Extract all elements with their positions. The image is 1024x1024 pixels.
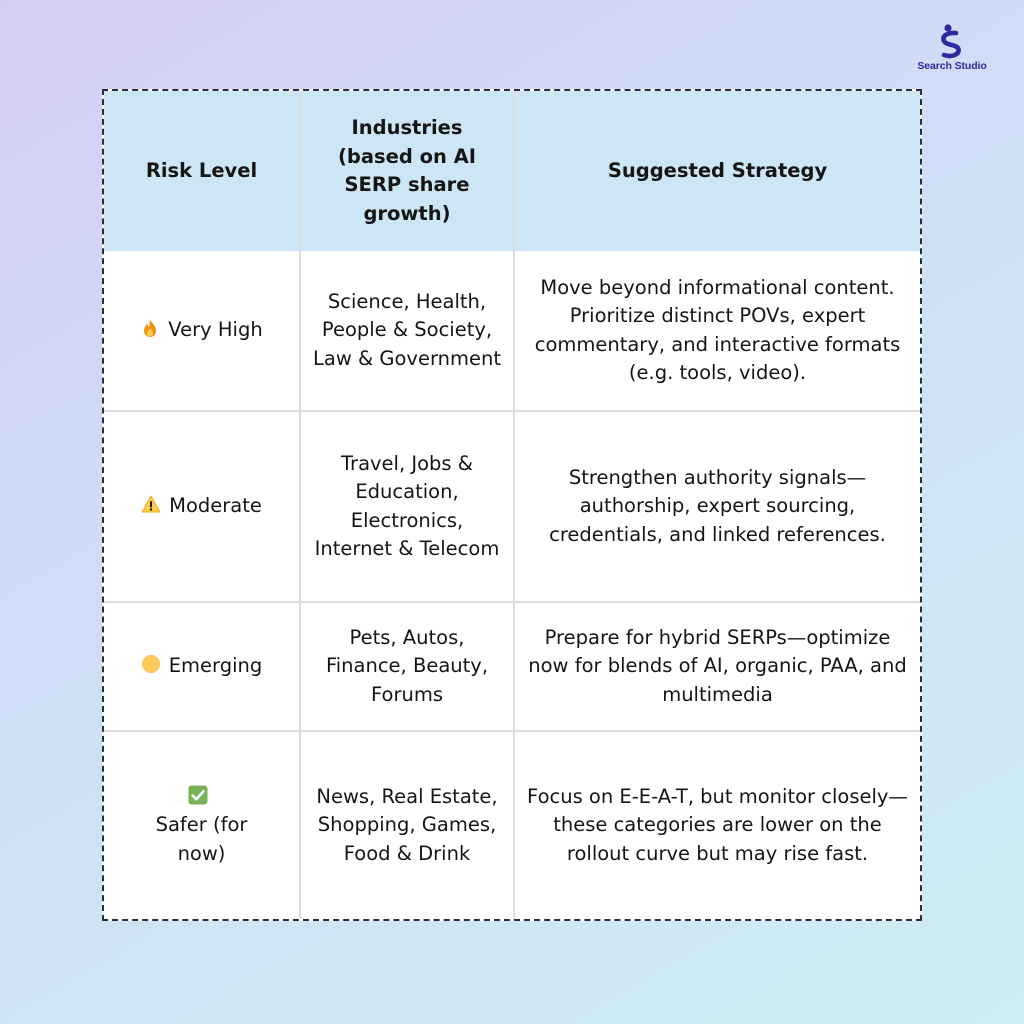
industries-cell: Pets, Autos, Finance, Beauty, Forums bbox=[300, 602, 514, 731]
check-mark-icon bbox=[188, 785, 208, 805]
risk-cell bbox=[104, 411, 300, 602]
brand-name: Search Studio bbox=[917, 60, 987, 72]
risk-strategy-table bbox=[102, 89, 922, 921]
risk-cell bbox=[104, 731, 300, 919]
strategy-cell: Strengthen authority signals—authorship, expert sourcing, credentials, and linked references. bbox=[514, 411, 920, 602]
fire-icon bbox=[140, 318, 160, 338]
risk-level-label: Very High bbox=[168, 318, 263, 342]
risk-level-label: Safer (for now) bbox=[155, 813, 248, 865]
yellow-circle-icon bbox=[141, 654, 161, 674]
table-header-row bbox=[104, 91, 920, 251]
strategy-cell: Move beyond informational content. Prioritize distinct POVs, expert commentary, and interactive formats (e.g. tools, video). bbox=[514, 251, 920, 411]
search-studio-logo[interactable] bbox=[912, 24, 992, 74]
header-suggested-strategy: Suggested Strategy bbox=[514, 91, 920, 251]
strategy-cell: Prepare for hybrid SERPs—optimize now for blends of AI, organic, PAA, and multimedia bbox=[514, 602, 920, 731]
table-row bbox=[104, 731, 920, 919]
industries-cell: News, Real Estate, Shopping, Games, Food & Drink bbox=[300, 731, 514, 919]
table-row bbox=[104, 251, 920, 411]
table-row bbox=[104, 411, 920, 602]
search-studio-logo-icon bbox=[935, 24, 967, 60]
risk-cell bbox=[104, 251, 300, 411]
strategy-cell: Focus on E-E-A-T, but monitor closely—these categories are lower on the rollout curve but may rise fast. bbox=[514, 731, 920, 919]
header-industries: Industries (based on AI SERP share growth) bbox=[300, 91, 514, 251]
risk-level-label: Emerging bbox=[168, 654, 263, 678]
warning-icon bbox=[141, 494, 161, 514]
industries-cell: Science, Health, People & Society, Law & Government bbox=[300, 251, 514, 411]
risk-cell bbox=[104, 602, 300, 731]
industries-cell: Travel, Jobs & Education, Electronics, Internet & Telecom bbox=[300, 411, 514, 602]
table-row bbox=[104, 602, 920, 731]
header-risk-level: Risk Level bbox=[104, 91, 300, 251]
risk-level-label: Moderate bbox=[169, 494, 262, 518]
